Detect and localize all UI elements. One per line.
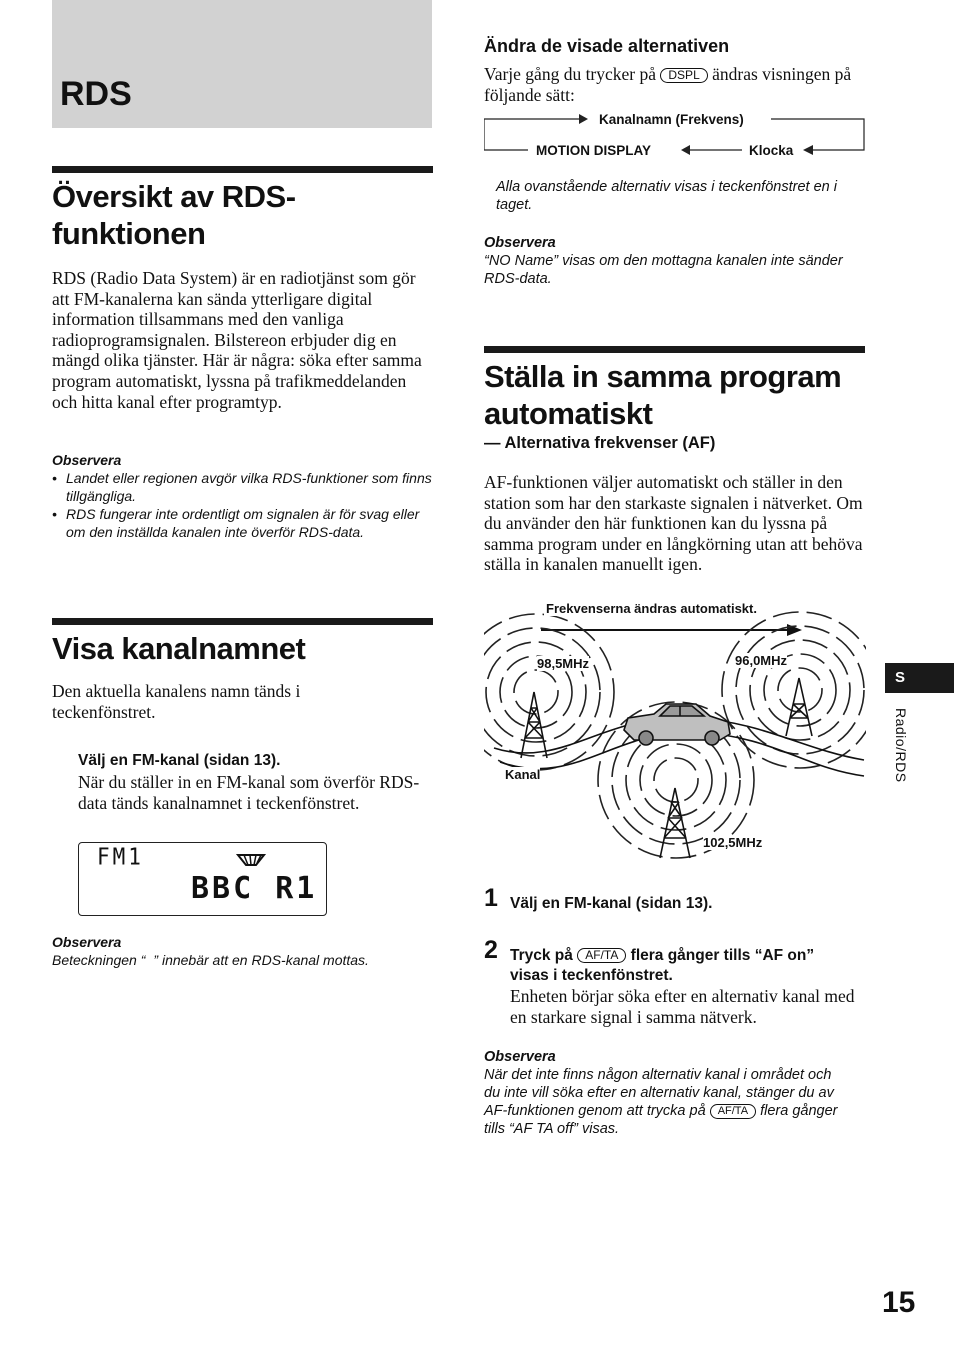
af-ta-button[interactable]: AF/TA <box>710 1104 756 1119</box>
step-2-body: Enheten börjar söka efter en alternativ kanal med en starkare signal i samma nätverk. <box>510 986 855 1027</box>
lcd-channel-name: BBC R1 <box>191 871 318 906</box>
stalla-body: AF-funktionen väljer automatiskt och ställer in den station som har den starkaste signalen i nätverket. Om du använder den här funktionen kan du lyssna på samma program under en långkörning utan att behöva ställa in kanalen manuellt igen. <box>484 472 863 575</box>
andra-heading: Ändra de visade alternativen <box>484 36 730 56</box>
freq-bottom-label: 102,5MHz <box>703 835 763 850</box>
stalla-heading-line2: automatiskt <box>484 396 653 431</box>
rds-antenna-icon <box>234 851 270 869</box>
title-block <box>52 0 432 128</box>
page-number: 15 <box>882 1286 916 1319</box>
andra-text-before: Varje gång du trycker på <box>484 64 657 84</box>
note-title: Observera <box>52 934 122 950</box>
overview-body: RDS (Radio Data System) är en radiotjänst som gör att FM-kanalerna kan sända ytterligare digital information tillsammans med den vanliga radioprogramsignalen. Bilstereon erbjuder dig en mängd olika tjänster. Här är några: söka efter samma program automatiskt, lyssna på trafikmeddelanden och hitta kanal efter programtyp. <box>52 268 422 412</box>
af-ta-button[interactable]: AF/TA <box>577 948 626 963</box>
flow-label-top: Kanalnamn (Frekvens) <box>599 112 744 127</box>
visa-intro: Den aktuella kanalens namn tänds i teckenfönstret. <box>52 681 301 722</box>
af-diagram <box>484 600 866 868</box>
note-text: “NO Name” visas om den mottagna kanalen inte sänder RDS-data. <box>484 253 843 287</box>
note-text-after: flera gånger tills “AF TA off” visas. <box>484 1103 838 1137</box>
step-1-number: 1 <box>484 884 498 912</box>
lcd-display <box>78 842 327 916</box>
side-tab-label: Radio/RDS <box>893 708 909 783</box>
af-arrow-label: Frekvenserna ändras automatiskt. <box>546 601 757 616</box>
lcd-band: FM1 <box>97 843 144 871</box>
overview-heading <box>52 178 432 252</box>
overview-heading-line1: Översikt av RDS- <box>52 179 296 214</box>
step-2-text <box>510 946 850 986</box>
andra-text-after: ändras visningen på följande sätt: <box>484 64 852 105</box>
note-text-after: ” innebär att en RDS-kanal mottas. <box>153 952 369 968</box>
step-2-text-after: flera gånger tills “AF on” visas i teckenfönstret. <box>510 947 815 984</box>
visa-heading: Visa kanalnamnet <box>52 631 306 666</box>
flow-label-right: Klocka <box>749 143 794 158</box>
stalla-subheading: — Alternativa frekvenser (AF) <box>484 434 716 452</box>
note-item: • Landet eller regionen avgör vilka RDS-funktioner som finns tillgängliga. <box>52 469 432 505</box>
note-title: Observera <box>484 1049 556 1065</box>
andra-note <box>484 234 854 288</box>
step-2-number: 2 <box>484 936 498 964</box>
section-rule <box>52 166 433 173</box>
stalla-note <box>484 1048 849 1138</box>
section-rule <box>52 618 433 625</box>
note-text <box>484 1066 849 1138</box>
note-title: Observera <box>484 235 556 251</box>
overview-heading-line2: funktionen <box>52 216 206 251</box>
visa-step-title: Välj en FM-kanal (sidan 13). <box>78 752 281 769</box>
freq-left-label: 98,5MHz <box>537 656 590 671</box>
stalla-heading-line1: Ställa in samma program <box>484 359 842 394</box>
page-title: RDS <box>60 75 132 113</box>
stalla-heading <box>484 358 869 432</box>
channel-label: Kanal <box>505 767 541 782</box>
step-2-text-before: Tryck på <box>510 947 573 964</box>
note-text-before: Beteckningen “ <box>52 952 146 968</box>
visa-note <box>52 933 412 969</box>
note-item: • RDS fungerar inte ordentligt om signalen är för svag eller om den inställda kanalen inte överför RDS-data. <box>52 505 432 541</box>
note-text <box>52 951 412 969</box>
note-text-before: När det inte finns någon alternativ kanal i området och du inte vill söka efter en alternativ kanal, stänger du av AF-funktionen genom att trycka på <box>484 1067 834 1119</box>
side-tab: S <box>885 663 954 693</box>
freq-right-label: 96,0MHz <box>735 653 788 668</box>
flow-label-left: MOTION DISPLAY <box>536 143 652 158</box>
andra-caption: Alla ovanstående alternativ visas i teckenfönstret en i taget. <box>496 179 837 213</box>
andra-body <box>484 64 854 105</box>
section-rule <box>484 346 865 353</box>
dspl-button[interactable]: DSPL <box>660 68 707 83</box>
note-title: Observera <box>52 452 122 468</box>
step-1-text: Välj en FM-kanal (sidan 13). <box>510 895 713 912</box>
overview-note <box>52 451 432 541</box>
visa-step-body: När du ställer in en FM-kanal som överför RDS-data tänds kanalnamnet i teckenfönstret. <box>78 772 420 813</box>
